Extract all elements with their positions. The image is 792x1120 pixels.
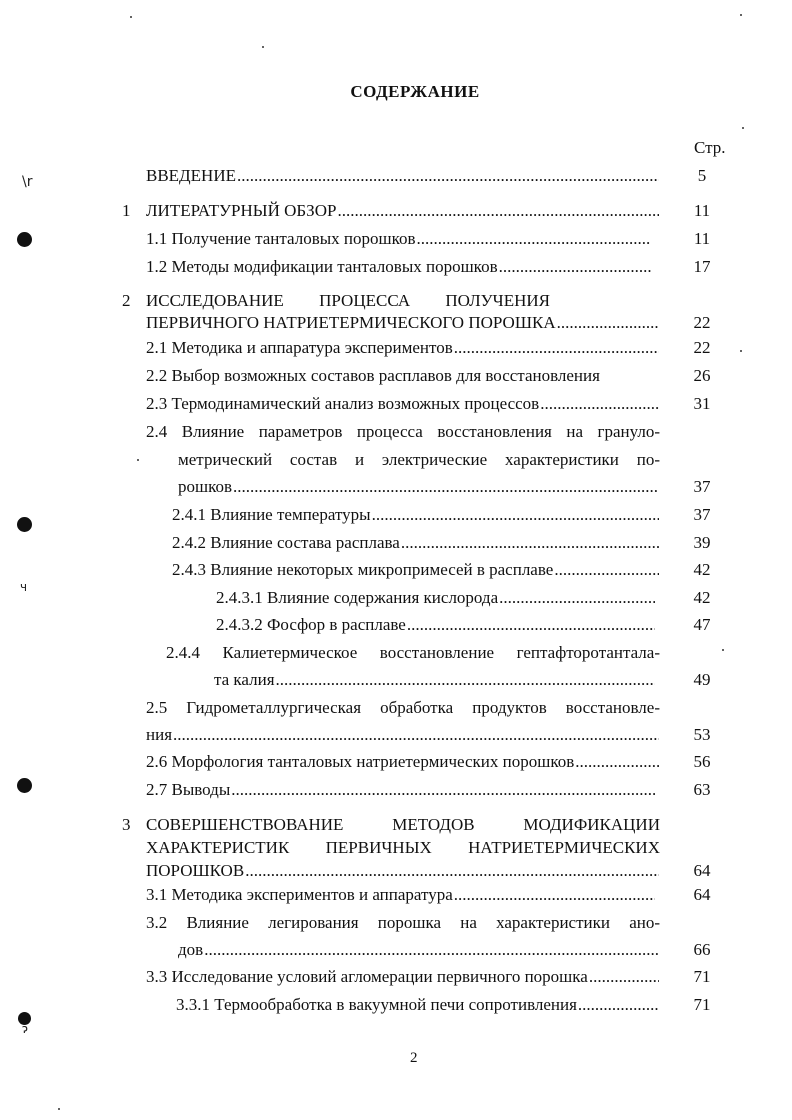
toc-entry-text: 2.4.3.1 Влияние содержания кислорода (216, 588, 499, 607)
margin-mark: ч (20, 580, 28, 594)
toc-entry-text: 1.2 Методы модификации танталовых порошков (146, 257, 498, 276)
toc-entry-text: 2.4.4 Калиетермическое восстановление гептафторотантала- (166, 643, 660, 662)
scan-speck (58, 1108, 60, 1110)
chapter-number: 1 (122, 201, 131, 220)
toc-entry (178, 940, 660, 960)
toc-entry (146, 366, 680, 386)
toc-entry-text: 3.3 Исследование условий агломерации первичного порошка (146, 967, 588, 986)
page-number-footer: 2 (410, 1050, 418, 1066)
toc-entry (146, 313, 660, 333)
binder-hole-mark (17, 517, 32, 532)
page-column-label: Стр. (694, 138, 726, 157)
toc-entry (146, 229, 652, 249)
binder-hole-mark (17, 232, 32, 247)
toc-entry-text: 2.7 Выводы (146, 780, 231, 799)
toc-entry (178, 477, 660, 497)
toc-entry (146, 257, 652, 277)
toc-entry-text: 2.4.3 Влияние некоторых микропримесей в расплаве (172, 560, 554, 579)
toc-entry-text: ЛИТЕРАТУРНЫЙ ОБЗОР (146, 201, 337, 220)
margin-scribble: ɂ (22, 1022, 28, 1036)
toc-entry-text: 2.4.3.2 Фосфор в расплаве (216, 615, 406, 634)
toc-entry-text: 2.4.2 Влияние состава расплава (172, 533, 400, 552)
toc-page-number: 63 (693, 780, 711, 799)
margin-mark: \r (22, 174, 33, 190)
toc-page-number: 42 (693, 560, 711, 579)
toc-entry-text: ПОРОШКОВ (146, 861, 245, 880)
scan-speck (740, 350, 742, 352)
toc-entry-text: 2.4 Влияние параметров процесса восстановления на грануло- (146, 422, 660, 441)
toc-entry-text: ния (146, 725, 173, 744)
toc-entry (172, 560, 660, 580)
scan-speck (742, 127, 744, 129)
toc-entry-text: 2.6 Морфология танталовых натриетермических порошков (146, 752, 575, 771)
chapter-number: 3 (122, 815, 131, 834)
toc-entry (146, 861, 660, 881)
toc-entry (146, 725, 660, 745)
toc-entry (146, 752, 660, 772)
toc-entry (216, 588, 656, 608)
toc-page-number: 64 (693, 861, 711, 880)
toc-page-number: 49 (693, 670, 711, 689)
toc-page-number: 22 (693, 338, 711, 357)
toc-entry-text: 3.3.1 Термообработка в вакуумной печи сопротивления (176, 995, 577, 1014)
toc-entry-text: 2.2 Выбор возможных составов расплавов для восстановления (146, 366, 600, 385)
toc-entry-text: СОВЕРШЕНСТВОВАНИЕ МЕТОДОВ МОДИФИКАЦИИ (146, 815, 660, 834)
toc-entry-text: 2.1 Методика и аппаратура экспериментов (146, 338, 453, 357)
toc-page-number: 37 (693, 505, 711, 524)
toc-page-number: 47 (693, 615, 711, 634)
toc-entry-text: ИССЛЕДОВАНИЕ ПРОЦЕССА ПОЛУЧЕНИЯ (146, 291, 550, 310)
toc-entry (146, 780, 656, 800)
toc-page-number: 66 (693, 940, 711, 959)
toc-page-number: 64 (693, 885, 711, 904)
toc-entry-text: 3.1 Методика экспериментов и аппаратура (146, 885, 453, 904)
binder-hole-mark (17, 778, 32, 793)
toc-entry (146, 201, 660, 221)
toc-entry-text: 3.2 Влияние легирования порошка на характеристики ано- (146, 913, 660, 932)
toc-page-number: 42 (693, 588, 711, 607)
toc-entry (146, 338, 660, 358)
toc-page-number: 17 (693, 257, 711, 276)
toc-page-number: 39 (693, 533, 711, 552)
toc-page-number: 37 (693, 477, 711, 496)
toc-page-number: 31 (693, 394, 711, 413)
toc-entry (146, 967, 660, 987)
chapter-number: 2 (122, 291, 131, 310)
toc-entry-text: 1.1 Получение танталовых порошков (146, 229, 416, 248)
toc-entry (172, 533, 660, 553)
toc-entry-text: ХАРАКТЕРИСТИК ПЕРВИЧНЫХ НАТРИЕТЕРМИЧЕСКИХ (146, 838, 660, 857)
toc-page-number: 22 (693, 313, 711, 332)
page-title: СОДЕРЖАНИЕ (350, 82, 480, 101)
toc-entry (214, 670, 656, 690)
toc-page-number: 53 (693, 725, 711, 744)
toc-entry-text: 2.5 Гидрометаллургическая обработка продуктов восстановле- (146, 698, 660, 717)
scan-speck (740, 14, 742, 16)
scan-speck (130, 16, 132, 18)
toc-entry (172, 505, 660, 525)
scan-speck (137, 459, 139, 461)
scan-speck (722, 649, 724, 651)
toc-page-number: 56 (693, 752, 711, 771)
toc-entry (146, 885, 656, 905)
toc-page-number: 11 (693, 201, 711, 220)
toc-page-number: 26 (693, 366, 711, 385)
toc-entry-text: 2.4.1 Влияние температуры (172, 505, 371, 524)
toc-page-number: 5 (697, 166, 707, 185)
toc-entry (176, 995, 660, 1015)
toc-entry-text: метрический состав и электрические характеристики по- (178, 450, 660, 469)
toc-page-number: 71 (693, 967, 711, 986)
toc-entry-text: ВВЕДЕНИЕ (146, 166, 236, 185)
toc-page-number: 71 (693, 995, 711, 1014)
toc-entry (146, 166, 660, 186)
toc-entry-text: 2.3 Термодинамический анализ возможных процессов (146, 394, 540, 413)
toc-entry-text: та калия (214, 670, 275, 689)
toc-entry (146, 394, 660, 414)
scan-speck (262, 46, 264, 48)
toc-entry (216, 615, 656, 635)
toc-entry-text: рошков (178, 477, 233, 496)
toc-page-number: 11 (693, 229, 711, 248)
toc-entry-text: ПЕРВИЧНОГО НАТРИЕТЕРМИЧЕСКОГО ПОРОШКА (146, 313, 556, 332)
toc-entry-text: дов (178, 940, 204, 959)
